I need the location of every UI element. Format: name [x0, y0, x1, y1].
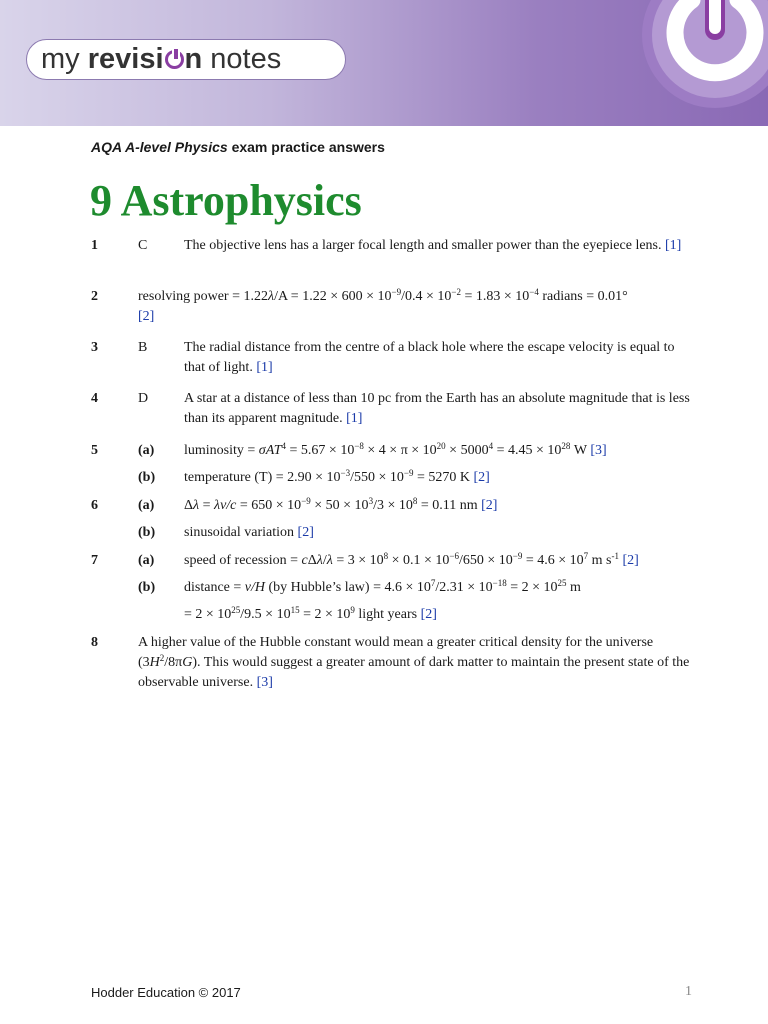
exponent: −9	[512, 551, 523, 561]
answer-part: /0.4 × 10	[401, 289, 452, 304]
answer-part: = 650 × 10	[236, 498, 302, 513]
exponent: 9	[350, 605, 355, 615]
answer-text	[184, 468, 694, 488]
answer-text	[184, 236, 694, 256]
answer-part: m s	[588, 553, 612, 568]
answer-part: = 2 × 10	[299, 607, 351, 622]
answer-7a	[0, 551, 768, 571]
answer-text	[184, 389, 694, 429]
answer-part: distance =	[184, 580, 245, 595]
answer-part: × 50 × 10	[310, 498, 369, 513]
answer-part: = 1.83 × 10	[460, 289, 530, 304]
power-icon	[640, 0, 768, 110]
mark-allocation: [2]	[420, 607, 437, 622]
answer-part: speed of recession =	[184, 553, 302, 568]
exponent: 20	[436, 441, 446, 451]
exponent: 28	[561, 441, 571, 451]
answer-part: =	[199, 498, 214, 513]
exponent: −2	[451, 287, 461, 297]
answer-part: = 5270 K	[413, 470, 470, 485]
answer-text	[184, 551, 694, 571]
answer-part: light years	[354, 607, 418, 622]
symbol: v/H	[244, 580, 265, 595]
subtitle-course: AQA A-level Physics	[91, 139, 228, 155]
part-label: (a)	[138, 553, 155, 568]
answer-3	[0, 338, 768, 378]
answer-part: ). This would suggest a greater amount of dark matter to maintain the present state of the observable universe.	[138, 655, 690, 690]
answer-part: × 4 × π × 10	[363, 443, 437, 458]
question-number: 7	[91, 553, 98, 568]
answer-choice: B	[138, 340, 148, 355]
answer-part: luminosity =	[184, 443, 259, 458]
power-o-icon	[165, 50, 184, 69]
answer-part: A higher value of the Hubble constant would mean a greater critical density for the universe (3	[138, 635, 654, 670]
exponent: 3	[368, 496, 374, 506]
answer-part: = 3 × 10	[332, 553, 384, 568]
subtitle-rest: exam practice answers	[227, 139, 385, 155]
answer-text	[184, 441, 694, 461]
mark-allocation: [3]	[256, 675, 273, 690]
answer-5a	[0, 441, 768, 461]
exponent: −4	[529, 287, 539, 297]
mark-allocation: [1]	[256, 360, 273, 375]
brand-text-notes: notes	[202, 43, 282, 75]
answer-text	[138, 633, 694, 693]
answer-part: Δ	[307, 553, 317, 568]
answer-6b	[0, 523, 768, 543]
part-label: (a)	[138, 443, 155, 458]
symbol: λ	[316, 553, 323, 568]
exponent: 2	[159, 653, 165, 663]
exponent: 7	[583, 551, 589, 561]
exponent: 25	[557, 578, 567, 588]
answer-text: resolving power = $1.22\lambda/A = 1.22 \times 600 \times 10^{-9}/0.4 \times 10^{-2} = 1.83 \times 10^{-4}$ radians = 0.01° [2]	[138, 287, 628, 324]
part-label: (b)	[138, 525, 156, 540]
mark-allocation: [2]	[473, 470, 490, 485]
question-number: 5	[91, 443, 98, 458]
mark-allocation: [1]	[665, 238, 682, 253]
answer-8	[0, 633, 768, 693]
mark-allocation: [2]	[622, 553, 639, 568]
answer-part: × 0.1 × 10	[388, 553, 450, 568]
answer-7b-continued	[0, 605, 768, 625]
answer-part: /550 × 10	[350, 470, 404, 485]
exponent: 4	[281, 441, 287, 451]
header-banner	[0, 0, 768, 126]
answer-text	[184, 605, 694, 625]
answer-part: /A = 1.22 × 600 × 10	[274, 289, 392, 304]
symbol: λv/c	[214, 498, 237, 513]
part-label: (b)	[138, 470, 156, 485]
brand-text-revision	[88, 43, 203, 75]
mark-allocation: [1]	[346, 411, 363, 426]
question-number: 2	[91, 289, 98, 304]
part-label: (a)	[138, 498, 155, 513]
exponent: −9	[301, 496, 311, 506]
symbol: G	[182, 655, 193, 670]
brand-text-n: n	[184, 43, 203, 75]
mark-allocation: [2]	[481, 498, 498, 513]
exponent: 7	[430, 578, 436, 588]
exponent: −6	[449, 551, 459, 561]
exponent: 8	[383, 551, 389, 561]
answer-part: temperature (T) = 2.90 × 10	[184, 470, 341, 485]
answer-1	[0, 236, 768, 276]
brand-text-revisi: revisi	[87, 43, 164, 75]
mark-allocation: [2]	[297, 525, 314, 540]
brand-logo	[26, 39, 346, 80]
exponent: 8	[412, 496, 418, 506]
exponent: −18	[492, 578, 507, 588]
answer-6a	[0, 496, 768, 516]
answer-text	[184, 338, 694, 378]
question-number: 8	[91, 635, 98, 650]
answer-part: = 2 × 10	[184, 607, 232, 622]
exponent: −3	[340, 468, 351, 478]
question-number: 6	[91, 498, 98, 513]
answer-part: = 4.45 × 10	[493, 443, 562, 458]
symbol: c	[301, 553, 308, 568]
page-number: 1	[685, 984, 692, 999]
answer-part: (by Hubble’s law) = 4.6 × 10	[264, 580, 431, 595]
question-number: 4	[91, 391, 98, 406]
answer-body: A star at a distance of less than 10 pc from the Earth has an absolute magnitude that is less than its apparent magnitude.	[184, 391, 690, 426]
answer-text	[184, 496, 694, 516]
answer-2	[0, 287, 768, 327]
answer-part: /650 × 10	[458, 553, 513, 568]
mark-allocation: [2]	[138, 309, 155, 324]
answer-part: = 0.11 nm	[417, 498, 478, 513]
exponent: 4	[488, 441, 494, 451]
part-label: (b)	[138, 580, 156, 595]
exponent: -1	[611, 551, 619, 561]
answer-text	[184, 523, 694, 543]
answer-text	[184, 578, 694, 598]
answer-7b	[0, 578, 768, 598]
question-number: 3	[91, 340, 98, 355]
answer-part: radians = 0.01°	[538, 289, 628, 304]
exponent: 25	[231, 605, 241, 615]
document-subtitle	[91, 139, 385, 155]
answer-choice: C	[138, 238, 148, 253]
answer-part: /2.31 × 10	[435, 580, 493, 595]
answer-part: = 5.67 × 10	[286, 443, 355, 458]
answer-body: The objective lens has a larger focal length and smaller power than the eyepiece lens.	[184, 238, 662, 253]
answer-part: m	[566, 580, 581, 595]
answer-part: × 5000	[445, 443, 489, 458]
answer-4	[0, 389, 768, 429]
symbol: σAT	[258, 443, 282, 458]
answer-part: /8π	[164, 655, 183, 670]
mark-allocation: [3]	[590, 443, 607, 458]
exponent: 15	[290, 605, 300, 615]
exponent: −8	[354, 441, 364, 451]
exponent: −9	[391, 287, 402, 297]
answer-part: /9.5 × 10	[240, 607, 291, 622]
exponent: −9	[403, 468, 414, 478]
answer-part: = 2 × 10	[506, 580, 558, 595]
answer-part: resolving power = 1.22	[138, 289, 268, 304]
answer-body: The radial distance from the centre of a black hole where the escape velocity is equal to that of light.	[184, 340, 675, 375]
answer-part: Δ	[184, 498, 194, 513]
symbol: λ	[193, 498, 200, 513]
answer-part: /	[322, 553, 327, 568]
answer-choice: D	[138, 391, 149, 406]
answer-part: = 4.6 × 10	[522, 553, 584, 568]
answer-part: /3 × 10	[373, 498, 413, 513]
answer-body: sinusoidal variation	[184, 525, 295, 540]
answer-part: W	[570, 443, 587, 458]
question-number: 1	[91, 238, 98, 253]
footer-publisher: Hodder Education © 2017	[91, 985, 241, 1000]
brand-text-my: my	[41, 43, 88, 75]
chapter-title: 9 Astrophysics	[90, 176, 362, 225]
symbol: H	[149, 655, 160, 670]
symbol: λ	[326, 553, 333, 568]
answer-5b	[0, 468, 768, 488]
